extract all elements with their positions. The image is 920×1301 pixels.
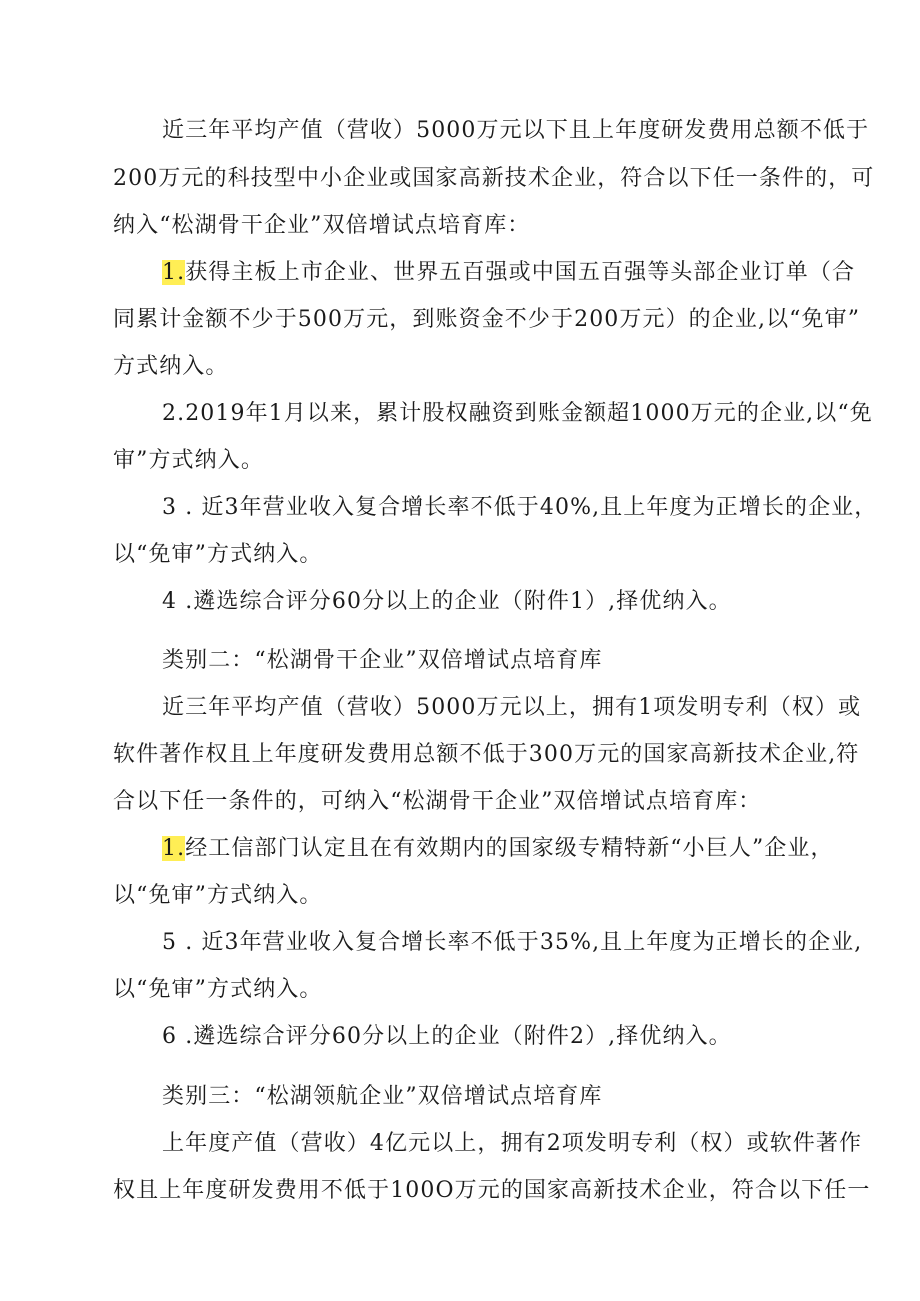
paragraph-line: 审”方式纳入。 bbox=[113, 448, 264, 473]
list-item-line bbox=[162, 258, 856, 288]
highlighted-number: 1. bbox=[162, 836, 186, 861]
list-item-line: 4 .遴选综合评分60分以上的企业（附件1）,择优纳入。 bbox=[162, 589, 732, 614]
paragraph-line: 以“免审”方式纳入。 bbox=[113, 883, 323, 908]
paragraph-line: 方式纳入。 bbox=[113, 354, 229, 379]
paragraph-line: 纳入“松湖骨干企业”双倍增试点培育库： bbox=[113, 213, 531, 238]
category-heading: 类别三：“松湖领航企业”双倍增试点培育库 bbox=[162, 1084, 603, 1109]
paragraph-line: 同累计金额不少于500万元，到账资金不少于200万元）的企业,以“免审” bbox=[113, 307, 861, 332]
paragraph-line: 以“免审”方式纳入。 bbox=[113, 977, 323, 1002]
paragraph-line: 近三年平均产值（营收）5000万元以下且上年度研发费用总额不低于 bbox=[162, 118, 870, 143]
list-item-line: 5 . 近3年营业收入复合增长率不低于35%,且上年度为正增长的企业, bbox=[162, 930, 863, 955]
category-heading: 类别二：“松湖骨干企业”双倍增试点培育库 bbox=[162, 648, 603, 673]
list-item-text: 获得主板上市企业、世界五百强或中国五百强等头部企业订单（合 bbox=[185, 260, 856, 285]
paragraph-line: 软件著作权且上年度研发费用总额不低于300万元的国家高新技术企业,符 bbox=[113, 742, 860, 767]
paragraph-line: 权且上年度研发费用不低于100O万元的国家高新技术企业，符合以下任一 bbox=[113, 1178, 871, 1203]
paragraph-line: 合以下任一条件的，可纳入“松湖骨干企业”双倍增试点培育库： bbox=[113, 789, 762, 814]
list-item-line: 3 . 近3年营业收入复合增长率不低于40%,且上年度为正增长的企业， bbox=[162, 495, 878, 520]
paragraph-line: 200万元的科技型中小企业或国家高新技术企业，符合以下任一条件的，可 bbox=[113, 166, 875, 191]
list-item-line: 2.2019年1月以来，累计股权融资到账金额超1000万元的企业,以“免 bbox=[162, 401, 873, 426]
paragraph-line: 以“免审”方式纳入。 bbox=[113, 542, 323, 567]
list-item-line bbox=[162, 834, 834, 864]
paragraph-line: 上年度产值（营收）4亿元以上，拥有2项发明专利（权）或软件著作 bbox=[162, 1131, 863, 1156]
list-item-line: 6 .遴选综合评分60分以上的企业（附件2）,择优纳入。 bbox=[162, 1024, 732, 1049]
highlighted-number: 1. bbox=[162, 260, 186, 285]
list-item-text: 经工信部门认定且在有效期内的国家级专精特新“小巨人”企业， bbox=[185, 836, 834, 861]
paragraph-line: 近三年平均产值（营收）5000万元以上，拥有1项发明专利（权）或 bbox=[162, 695, 862, 720]
